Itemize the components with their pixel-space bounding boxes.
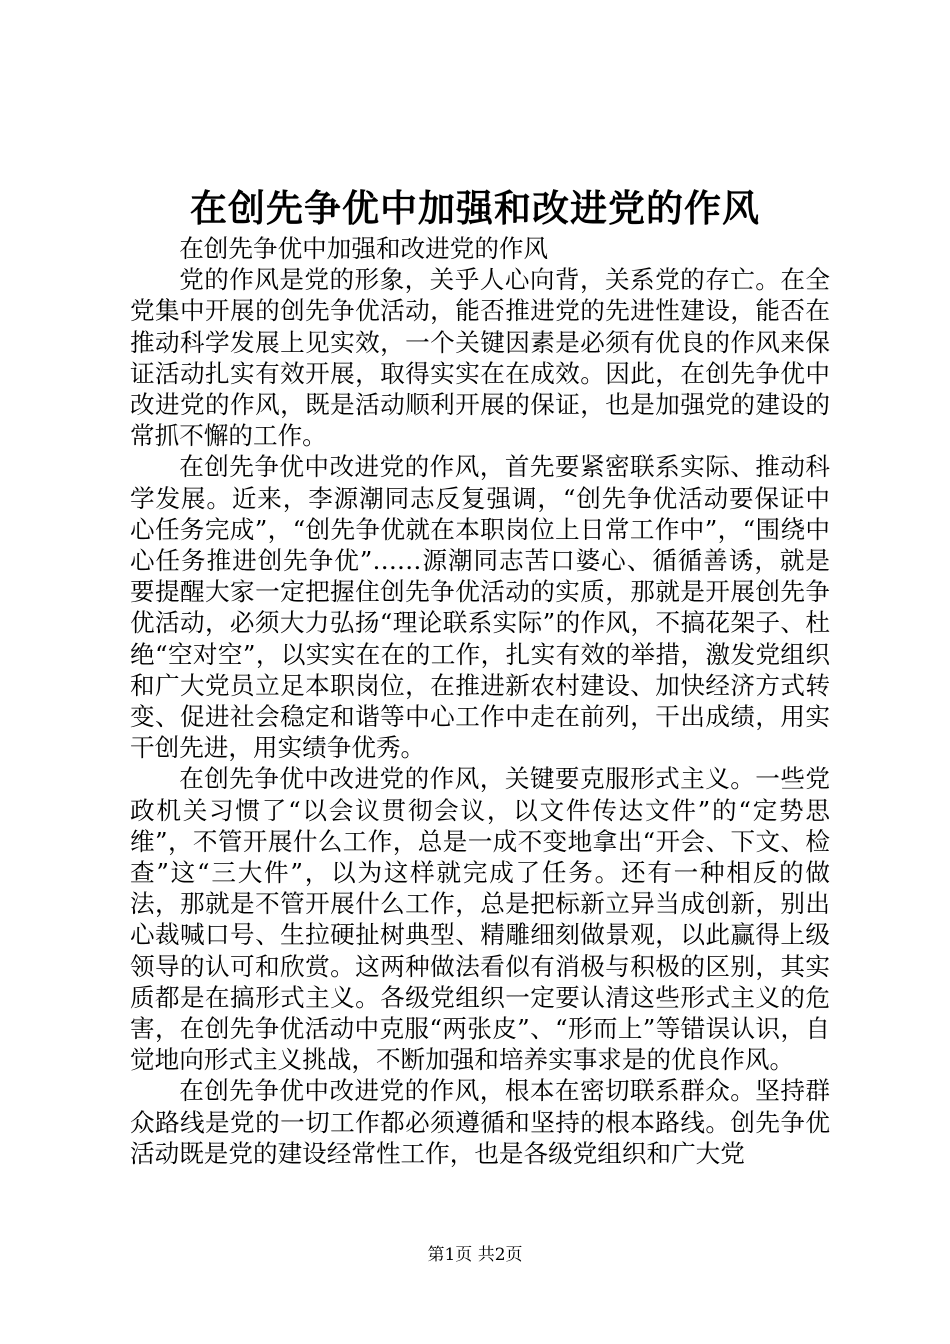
paragraph: 在创先争优中改进党的作风，首先要紧密联系实际、推动科学发展。近来，李源潮同志反复强调，“创先争优活动要保证中心任务完成”，“创先争优就在本职岗位上日常工作中”，“围绕中心任务推进创先争优”……源潮同志苦口婆心、循循善诱，就是要提醒大家一定把握住创先争优活动的实质，那就是开展创先争优活动，必须大力弘扬“理论联系实际”的作风，不搞花架子、杜绝“空对空”，以实实在在的工作，扎实有效的举措，激发党组织和广大党员立足本职岗位，在推进新农村建设、加快经济方式转变、促进社会稳定和谐等中心工作中走在前列，干出成绩，用实干创先进，用实绩争优秀。 xyxy=(130,452,830,763)
paragraph: 在创先争优中改进党的作风，关键要克服形式主义。一些党政机关习惯了“以会议贯彻会议，以文件传达文件”的“定势思维”，不管开展什么工作，总是一成不变地拿出“开会、下文、检查”这“三大件”，以为这样就完成了任务。还有一种相反的做法，那就是不管开展什么工作，总是把标新立异当成创新，别出心裁喊口号、生拉硬扯树典型、精雕细刻做景观，以此赢得上级领导的认可和欣赏。这两种做法看似有消极与积极的区别，其实质都是在搞形式主义。各级党组织一定要认清这些形式主义的危害，在创先争优活动中克服“两张皮”、“形而上”等错误认识，自觉地向形式主义挑战，不断加强和培养实事求是的优良作风。 xyxy=(130,764,830,1075)
paragraph: 在创先争优中改进党的作风，根本在密切联系群众。坚持群众路线是党的一切工作都必须遵循和坚持的根本路线。创先争优活动既是党的建设经常性工作，也是各级党组织和广大党 xyxy=(130,1076,830,1168)
paragraph: 党的作风是党的形象，关乎人心向背，关系党的存亡。在全党集中开展的创先争优活动，能否推进党的先进性建设，能否在推动科学发展上见实效，一个关键因素是必须有优良的作风来保证活动扎实有效开展，取得实实在在成效。因此，在创先争优中改进党的作风，既是活动顺利开展的保证，也是加强党的建设的常抓不懈的工作。 xyxy=(130,265,830,451)
document-body xyxy=(130,233,830,1169)
paragraph-subtitle: 在创先争优中加强和改进党的作风 xyxy=(179,234,549,263)
document-title: 在创先争优中加强和改进党的作风 xyxy=(190,186,760,230)
page-number-footer: 第1页 共2页 xyxy=(427,1245,523,1265)
